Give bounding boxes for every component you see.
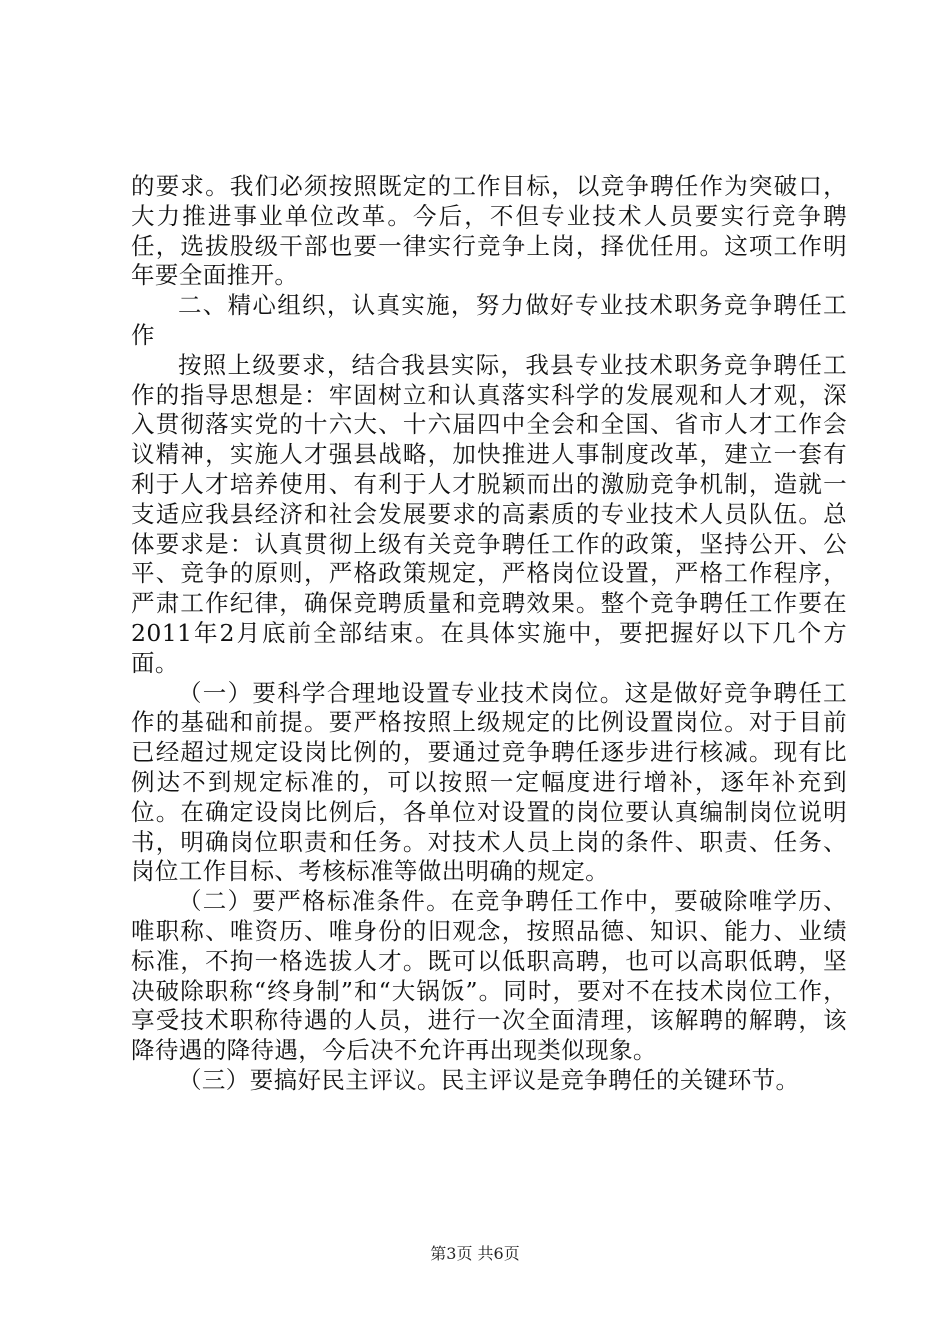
page-number-footer: 第3页 共6页 (430, 1244, 520, 1263)
paragraph-guiding-thought: 按照上级要求，结合我县实际，我县专业技术职务竞争聘任工作的指导思想是：牢固树立和认真落实科学的发展观和人才观，深入贯彻落实党的十六大、十六届四中全会和全国、省市人才工作会议精神，实施人才强县战略，加快推进人事制度改革，建立一套有利于人才培养使用、有利于人才脱颖而出的激励竞争机制，造就一支适应我县经济和社会发展要求的高素质的专业技术人员队伍。总体要求是：认真贯彻上级有关竞争聘任工作的政策，坚持公开、公平、竞争的原则，严格政策规定，严格岗位设置，严格工作程序，严肃工作纪律，确保竞聘质量和竞聘效果。整个竞争聘任工作要在2011年2月底前全部结束。在具体实施中，要把握好以下几个方面。 (131, 350, 847, 677)
section-heading-2: 二、精心组织，认真实施，努力做好专业技术职务竞争聘任工作 (131, 291, 847, 349)
paragraph-item-1: （一）要科学合理地设置专业技术岗位。这是做好竞争聘任工作的基础和前提。要严格按照上级规定的比例设置岗位。对于目前已经超过规定设岗比例的，要通过竞争聘任逐步进行核减。现有比例达不到规定标准的，可以按照一定幅度进行增补，逐年补充到位。在确定设岗比例后，各单位对设置的岗位要认真编制岗位说明书，明确岗位职责和任务。对技术人员上岗的条件、职责、任务、岗位工作目标、考核标准等做出明确的规定。 (131, 678, 847, 886)
paragraph-1: 的要求。我们必须按照既定的工作目标，以竞争聘任作为突破口，大力推进事业单位改革。今后，不但专业技术人员要实行竞争聘任，选拔股级干部也要一律实行竞争上岗，择优任用。这项工作明年要全面推开。 (131, 172, 847, 290)
paragraph-item-2: （二）要严格标准条件。在竞争聘任工作中，要破除唯学历、唯职称、唯资历、唯身份的旧观念，按照品德、知识、能力、业绩标准，不拘一格选拔人才。既可以低职高聘，也可以高职低聘，坚决破除职称“终身制”和“大锅饭”。同时，要对不在技术岗位工作，享受技术职称待遇的人员，进行一次全面清理，该解聘的解聘，该降待遇的降待遇，今后决不允许再出现类似现象。 (131, 887, 847, 1065)
document-body (131, 172, 847, 1096)
paragraph-item-3: （三）要搞好民主评议。民主评议是竞争聘任的关键环节。 (178, 1065, 800, 1094)
